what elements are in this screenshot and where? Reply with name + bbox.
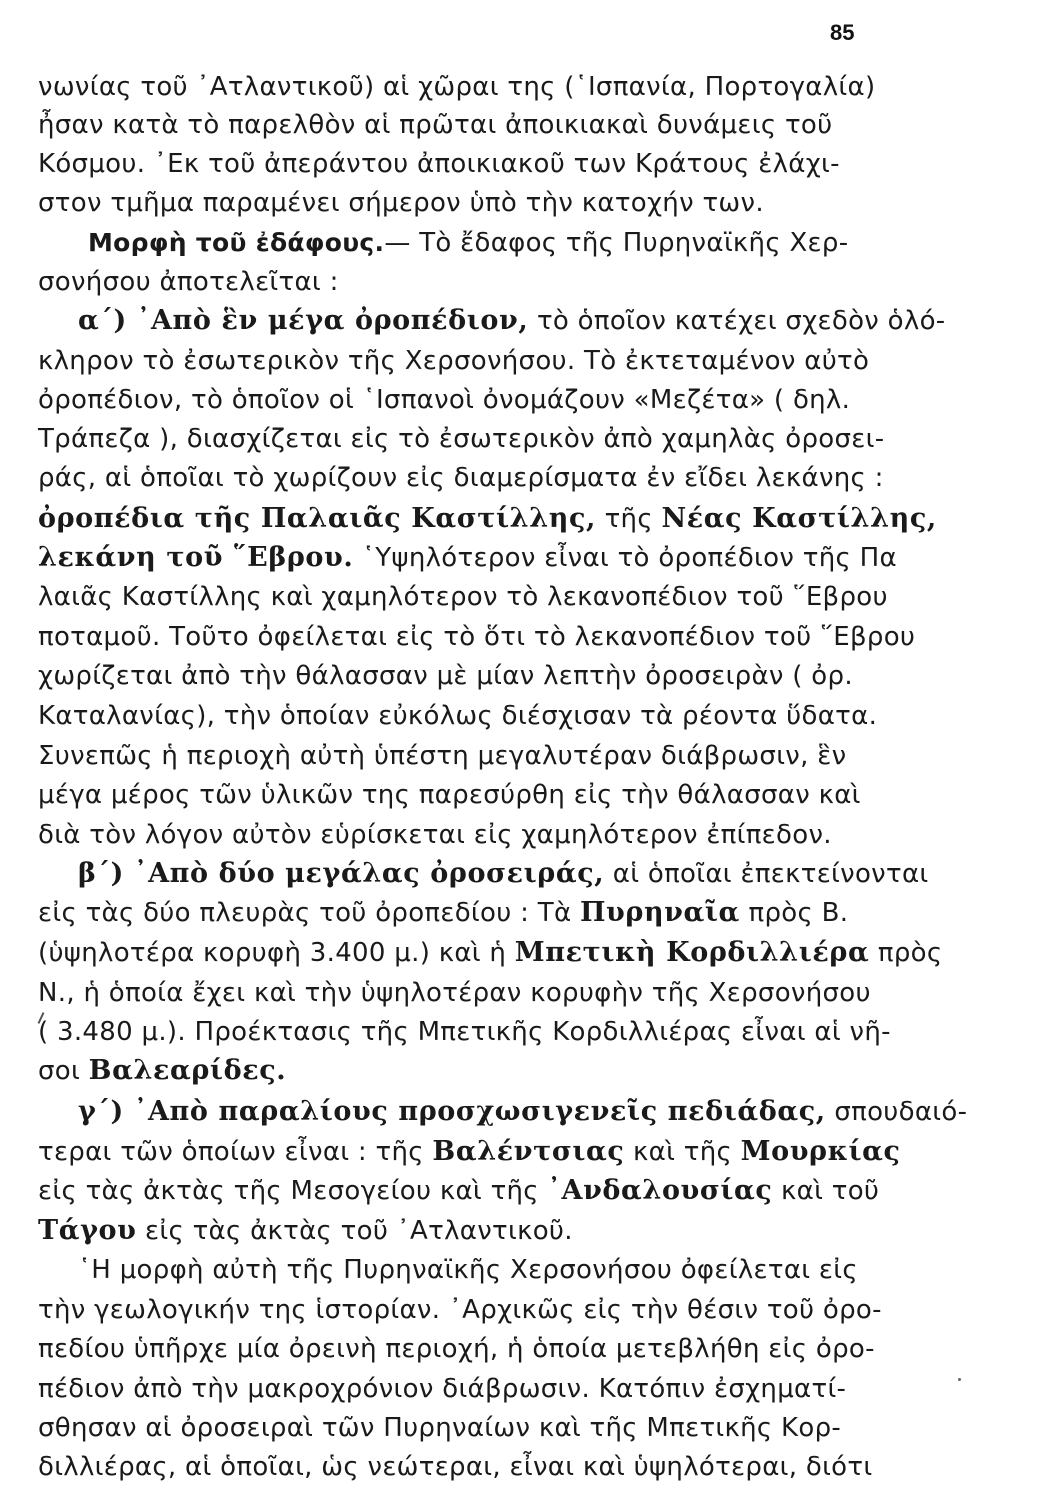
bold-term: Μορφὴ τοῦ ἐδάφους. — [88, 228, 385, 257]
text-run: ὀροπέδιον, τὸ ὁποῖον οἱ ῾Ισπανοὶ ὀνομάζουν «Μεζέτα» ( δηλ. — [38, 385, 851, 415]
bold-term: α΄) ᾿Απὸ ἓν μέγα ὀροπέδιον, — [78, 305, 529, 336]
text-line — [38, 499, 937, 539]
text-run: ῾Η μορφὴ αὐτὴ τῆς Πυρηναϊκῆς Χερσονήσου ὀφείλεται εἰς — [78, 1255, 858, 1285]
text-line — [38, 775, 890, 815]
text-line — [38, 815, 890, 855]
text-run: — Τὸ ἔδαφος τῆς Πυρηναϊκῆς Χερ- — [384, 228, 849, 258]
text-line — [38, 1132, 901, 1172]
text-run: ῾Υψηλότερον εἶναι τὸ ὀροπέδιον τῆς Πα — [353, 543, 897, 573]
text-run: διὰ τὸν λόγον αὐτὸν εὑρίσκεται εἰς χαμηλότερον ἐπίπεδον. — [38, 820, 832, 850]
text-line — [38, 1051, 890, 1091]
text-run: εἰς τὰς δύο πλευρὰς τοῦ ὀροπεδίου : Τὰ — [38, 898, 580, 928]
text-line — [38, 458, 890, 498]
text-run: (ὑψηλοτέρα κορυφὴ 3.400 μ.) καὶ ἡ — [38, 938, 515, 968]
text-run: Καταλανίας), τὴν ὁποίαν εὐκόλως διέσχισαν τὰ ρέοντα ὕδατα. — [38, 701, 878, 731]
text-run: Συνεπῶς ἡ περιοχὴ αὐτὴ ὑπέστη μεγαλυτέραν διάβρωσιν, ἓν — [38, 741, 847, 771]
text-line — [38, 67, 890, 107]
text-line — [38, 893, 890, 933]
text-run: Τράπεζα ), διασχίζεται εἰς τὸ ἐσωτερικὸν ἀπὸ χαμηλὰς ὀροσει- — [38, 424, 885, 454]
speck — [958, 1378, 961, 1381]
text-run: εἰς τὰς ἀκτὰς τοῦ ᾿Ατλαντικοῦ. — [136, 1216, 573, 1246]
text-line — [38, 1369, 890, 1409]
text-line — [38, 577, 890, 617]
text-line — [38, 144, 890, 184]
text-run: τὸ ὁποῖον κατέχει σχεδὸν ὁλό- — [528, 306, 946, 336]
text-run: τεραι τῶν ὁποίων εἶναι : τῆς — [38, 1137, 433, 1167]
text-line — [38, 341, 890, 381]
text-run: μέγα μέρος τῶν ὑλικῶν της παρεσύρθη εἰς τὴν θάλασσαν καὶ — [38, 780, 861, 810]
text-line — [38, 933, 943, 973]
bold-term: Πυρηναῖα — [579, 897, 740, 928]
text-line — [38, 183, 890, 223]
bold-term: Τάγου — [38, 1215, 137, 1246]
text-line — [38, 262, 890, 302]
page-number: 85 — [830, 20, 855, 45]
text-line — [38, 1408, 890, 1448]
text-run: σθησαν αἱ ὀροσειραὶ τῶν Πυρηναίων καὶ τῆς Μπετικῆς Κορ- — [38, 1413, 842, 1443]
text-run: κληρον τὸ ἐσωτερικὸν τῆς Χερσονήσου. Τὸ ἐκτεταμένον αὐτὸ — [38, 346, 870, 376]
text-run: τὴν γεωλογικήν της ἱστορίαν. ᾿Αρχικῶς εἰς τὴν θέσιν τοῦ ὀρο- — [38, 1295, 882, 1325]
bold-term: ὀροπέδια τῆς Παλαιᾶς Καστίλλης, — [38, 503, 597, 534]
text-line — [38, 380, 890, 420]
text-line — [38, 656, 890, 696]
text-run: πρὸς Β. — [739, 898, 849, 928]
bold-term: β΄) ᾿Απὸ δύο μεγάλας ὀροσειράς, — [78, 858, 605, 889]
bold-term: ᾿Ανδαλουσίας — [547, 1175, 773, 1206]
bold-term: Μουρκίας — [740, 1136, 901, 1167]
text-line — [38, 538, 897, 578]
text-run: στον τμῆμα παραμένει σήμερον ὑπὸ τὴν κατοχήν των. — [38, 188, 764, 218]
text-line — [38, 1012, 890, 1052]
text-run: χωρίζεται ἀπὸ τὴν θάλασσαν μὲ μίαν λεπτὴν ὀροσειρὰν ( ὀρ. — [38, 661, 853, 691]
text-run: καὶ τῆς — [624, 1137, 741, 1167]
text-run: αἱ ὁποῖαι ἐπεκτείνονται — [604, 859, 929, 889]
text-line — [38, 1447, 890, 1487]
text-run: εἰς τὰς ἀκτὰς τῆς Μεσογείου καὶ τῆς — [38, 1176, 548, 1206]
text-line — [38, 1211, 890, 1251]
text-line — [38, 617, 916, 657]
text-run: πεδίου ὑπῆρχε μία ὀρεινὴ περιοχή, ἡ ὁποία μετεβλήθη εἰς ὀρο- — [38, 1334, 875, 1364]
text-line — [38, 1290, 890, 1330]
text-line — [38, 854, 930, 894]
bold-term: Βαλέντσιας — [432, 1136, 625, 1167]
text-line — [38, 736, 890, 776]
text-line — [38, 301, 946, 341]
text-run: Ν., ἡ ὁποία ἔχει καὶ τὴν ὑψηλοτέραν κορυφὴν τῆς Χερσονήσου — [38, 978, 871, 1008]
text-line — [38, 973, 890, 1013]
text-run: ράς, αἱ ὁποῖαι τὸ χωρίζουν εἰς διαμερίσματα ἐν εἴδει λεκάνης : — [38, 463, 884, 493]
text-run: ἦσαν κατὰ τὸ παρελθὸν αἱ πρῶται ἀποικιακαὶ δυνάμεις τοῦ — [38, 110, 833, 140]
text-run: πρὸς — [869, 938, 943, 968]
text-run: λαιᾶς Καστίλλης καὶ χαμηλότερον τὸ λεκανοπέδιον τοῦ ῞Εβρου — [38, 582, 888, 612]
text-line — [38, 1329, 890, 1369]
text-line — [38, 1250, 930, 1290]
bold-term: Νέας Καστίλλης, — [661, 503, 937, 534]
text-run: σπουδαιό- — [825, 1097, 968, 1127]
bold-term: λεκάνη τοῦ ῞Εβρου. — [38, 542, 354, 573]
text-line — [38, 1171, 890, 1211]
bold-term: γ΄) ᾿Απὸ παραλίους προσχωσιγενεῖς πεδιάδας, — [78, 1096, 826, 1127]
text-run: ( 3.480 μ.). Προέκτασις τῆς Μπετικῆς Κορδιλλιέρας εἶναι αἱ νῆ- — [38, 1017, 891, 1047]
text-line — [38, 696, 890, 736]
text-run: ποταμοῦ. Τοῦτο ὀφείλεται εἰς τὸ ὅτι τὸ λεκανοπέδιον τοῦ ῞Εβρου — [38, 622, 916, 652]
text-run: νωνίας τοῦ ᾿Ατλαντικοῦ) αἱ χῶραι της (῾Ισπανία, Πορτογαλία) — [38, 72, 876, 102]
text-run: σοι — [38, 1056, 89, 1086]
text-run: τῆς — [596, 504, 662, 534]
text-line — [38, 223, 940, 263]
bold-term: Βαλεαρίδες. — [88, 1055, 287, 1086]
text-line — [38, 105, 890, 145]
text-line — [38, 1092, 968, 1132]
text-run: πέδιον ἀπὸ τὴν μακροχρόνιον διάβρωσιν. Κατόπιν ἐσχηματί- — [38, 1374, 847, 1404]
text-run: σονήσου ἀποτελεῖται : — [38, 267, 339, 297]
text-run: Κόσμου. ᾿Εκ τοῦ ἀπεράντου ἀποικιακοῦ των Κράτους ἐλάχι- — [38, 149, 840, 179]
text-run: καὶ τοῦ — [772, 1176, 880, 1206]
text-line — [38, 419, 890, 459]
text-run: διλλιέρας, αἱ ὁποῖαι, ὡς νεώτεραι, εἶναι καὶ ὑψηλότεραι, διότι — [38, 1452, 873, 1482]
bold-term: Μπετικὴ Κορδιλλιέρα — [514, 937, 870, 968]
